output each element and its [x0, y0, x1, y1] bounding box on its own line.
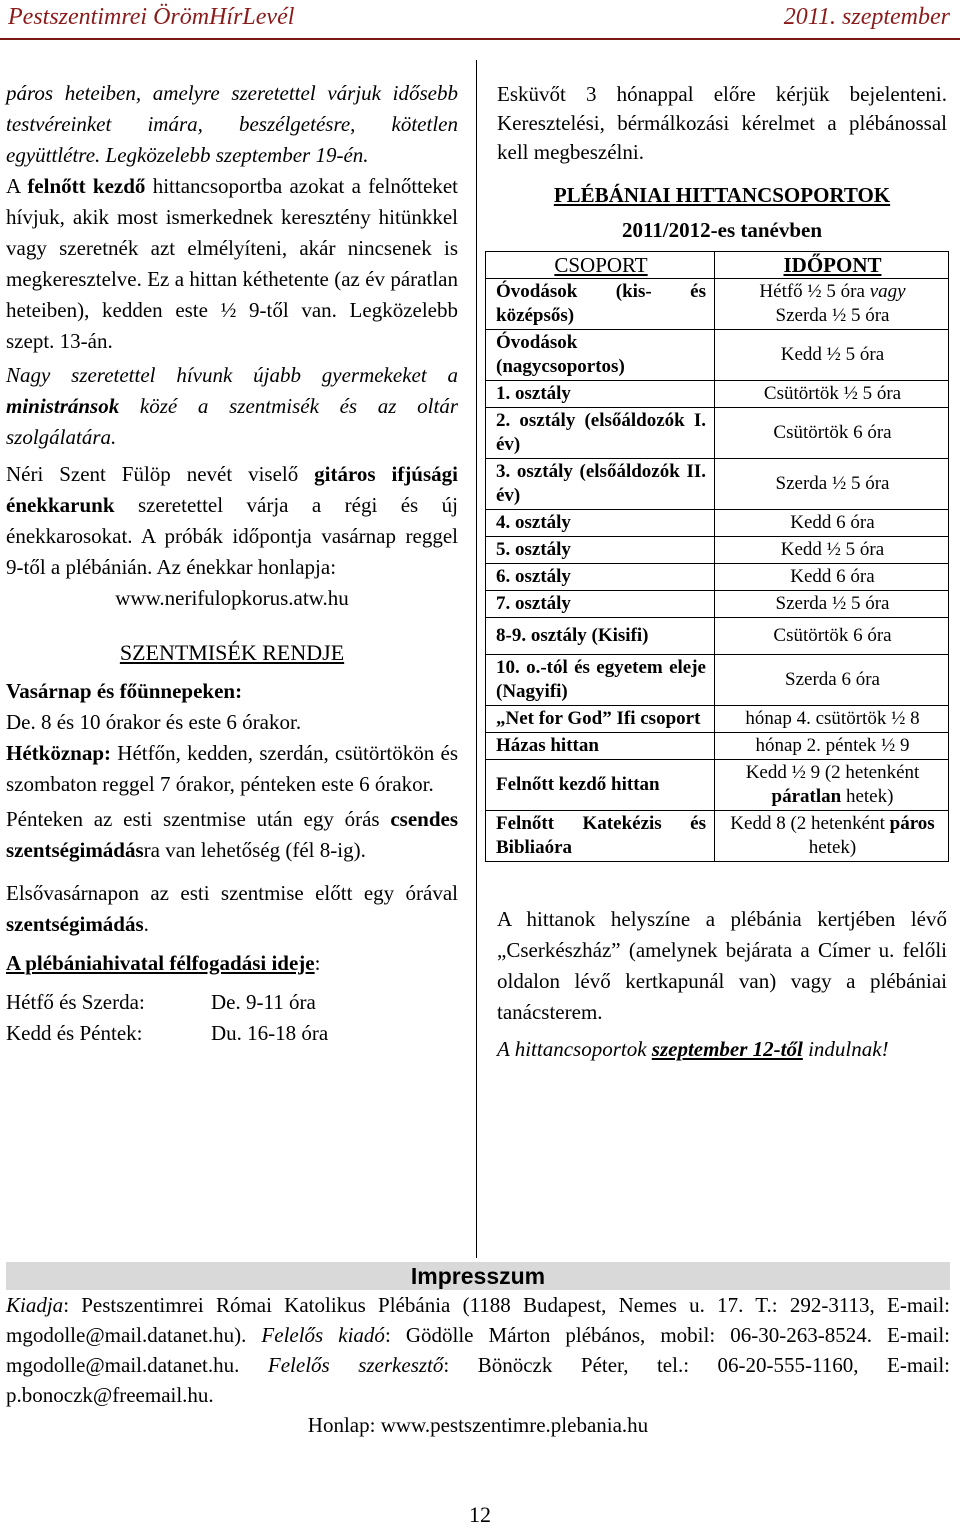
table-row: 8-9. osztály (Kisifi) Csütörtök 6 óra	[486, 618, 949, 655]
table-row: Felnőtt kezdő hittan Kedd ½ 9 (2 hetenként páratlan hetek)	[486, 760, 949, 811]
sacraments-paragraph: Esküvőt 3 hónappal előre kérjük bejelenteni. Keresztelési, bérmálkozási kérelmet a plébánossal kell megbeszélni.	[497, 82, 947, 164]
office-hours-list	[6, 987, 458, 1049]
office-hours-row: Kedd és Péntek: Du. 16-18 óra	[6, 1021, 329, 1045]
table-header-row	[486, 252, 949, 279]
altar-servers-paragraph: Nagy szeretettel hívunk újabb gyermekeket a ministránsok közé a szentmisék és az oltár szolgálatára.	[6, 363, 458, 449]
start-date-paragraph: A hittancsoportok szeptember 12-től indulnak!	[497, 1037, 889, 1061]
table-row: 1. osztály Csütörtök ½ 5 óra	[486, 381, 949, 408]
mass-schedule-title: SZENTMISÉK RENDJE	[119, 640, 345, 665]
header-time: IDŐPONT	[715, 252, 949, 279]
impresszum-title: Impresszum	[6, 1262, 950, 1290]
table-row: Óvodások (nagycsoportos) Kedd ½ 5 óra	[486, 330, 949, 381]
sunday-label: Vasárnap és főünnepeken:	[6, 679, 243, 703]
page-number: 12	[469, 1502, 491, 1527]
table-row: 3. osztály (elsőáldozók II. év) Szerda ½ 5 óra	[486, 459, 949, 510]
table-row: „Net for God” Ifi csoport hónap 4. csütörtök ½ 8	[486, 706, 949, 733]
catechesis-table	[485, 251, 949, 862]
adult-catechesis-paragraph: A felnőtt kezdő hittancsoportba azokat a felnőtteket hívjuk, akik most ismerkednek keresztény hitünkkel vagy szeretnék azt elmélyíteni, akár nincsenek is megkeresztelve. Ez a hittan kéthetente (az év páratlan heteiben), kedden este ½ 9-től van. Legközelebb szept. 13-án.	[6, 174, 458, 353]
table-row: Házas hittan hónap 2. péntek ½ 9	[486, 733, 949, 760]
issue-date: 2011. szeptember	[783, 4, 950, 30]
school-year: 2011/2012-es tanévben	[621, 218, 823, 242]
location-paragraph: A hittanok helyszíne a plébánia kertjében lévő „Cserkészház” (amelynek bejárata a Címer u. felőli oldalon lévő kertkapunál van) vagy a plébániai tanácsterem.	[497, 907, 947, 1024]
header-group: CSOPORT	[486, 252, 715, 279]
right-column	[497, 80, 947, 1065]
newsletter-title: Pestszentimrei ÖrömHírLevél	[8, 4, 295, 30]
table-row: 6. osztály Kedd 6 óra	[486, 564, 949, 591]
impresszum	[6, 1262, 950, 1440]
catechesis-table-title: PLÉBÁNIAI HITTANCSOPORTOK	[553, 183, 891, 207]
sunday-times: De. 8 és 10 órakor és este 6 órakor.	[6, 710, 302, 734]
table-row: Óvodások (kis- és középsős) Hétfő ½ 5 óra vagy Szerda ½ 5 óra	[486, 279, 949, 330]
left-column	[6, 78, 458, 1049]
table-row: 4. osztály Kedd 6 óra	[486, 510, 949, 537]
office-hours-title: A plébániahivatal félfogadási ideje:	[6, 951, 321, 975]
choir-url[interactable]: www.nerifulopkorus.atw.hu	[115, 586, 349, 610]
header-rule	[0, 38, 960, 40]
first-sunday-paragraph: Elsővasárnapon az esti szentmise előtt egy órával szentségimádás.	[6, 881, 458, 936]
page-header	[0, 0, 960, 46]
homepage-link[interactable]: Honlap: www.pestszentimre.plebania.hu	[307, 1413, 649, 1437]
impresszum-text: Kiadja: Pestszentimrei Római Katolikus Plébánia (1188 Budapest, Nemes u. 17. T.: 292-3113, E-mail: mgodolle@mail.datanet.hu). Felelős kiadó: Gödölle Márton plébános, mobil: 06-30-263-8524. E-mail: mgodolle@mail.datanet.hu. Felelős szerkesztő: Bönöczk Péter, tel.: 06-20-555-1160, E-mail: p.bonoczk@freemail.hu.	[6, 1293, 950, 1407]
table-row: 10. o.-tól és egyetem eleje (Nagyifi) Szerda 6 óra	[486, 655, 949, 706]
adoration-paragraph: Pénteken az esti szentmise után egy órás csendes szentségimádásra van lehetőség (fél 8-ig).	[6, 807, 458, 862]
table-row: 7. osztály Szerda ½ 5 óra	[486, 591, 949, 618]
office-hours-row: Hétfő és Szerda: De. 9-11 óra	[6, 990, 316, 1014]
seniors-paragraph: páros heteiben, amelyre szeretettel várjuk idősebb testvéreinket imára, beszélgetésre, kötetlen együttlétre. Legközelebb szeptember 19-én.	[6, 81, 458, 167]
choir-paragraph: Néri Szent Fülöp nevét viselő gitáros ifjúsági énekkarunk szeretettel várja a régi és új énekkarosokat. A próbák időpontja vasárnap reggel 9-től a plébánián. Az énekkar honlapja:	[6, 462, 458, 579]
column-divider	[476, 60, 477, 1258]
table-row: Felnőtt Katekézis és Bibliaóra Kedd 8 (2 hetenként páros hetek)	[486, 811, 949, 862]
table-row: 2. osztály (elsőáldozók I. év) Csütörtök 6 óra	[486, 408, 949, 459]
table-row: 5. osztály Kedd ½ 5 óra	[486, 537, 949, 564]
weekday-paragraph: Hétköznap: Hétfőn, kedden, szerdán, csütörtökön és szombaton reggel 7 órakor, pénteken este 6 órakor.	[6, 741, 458, 796]
